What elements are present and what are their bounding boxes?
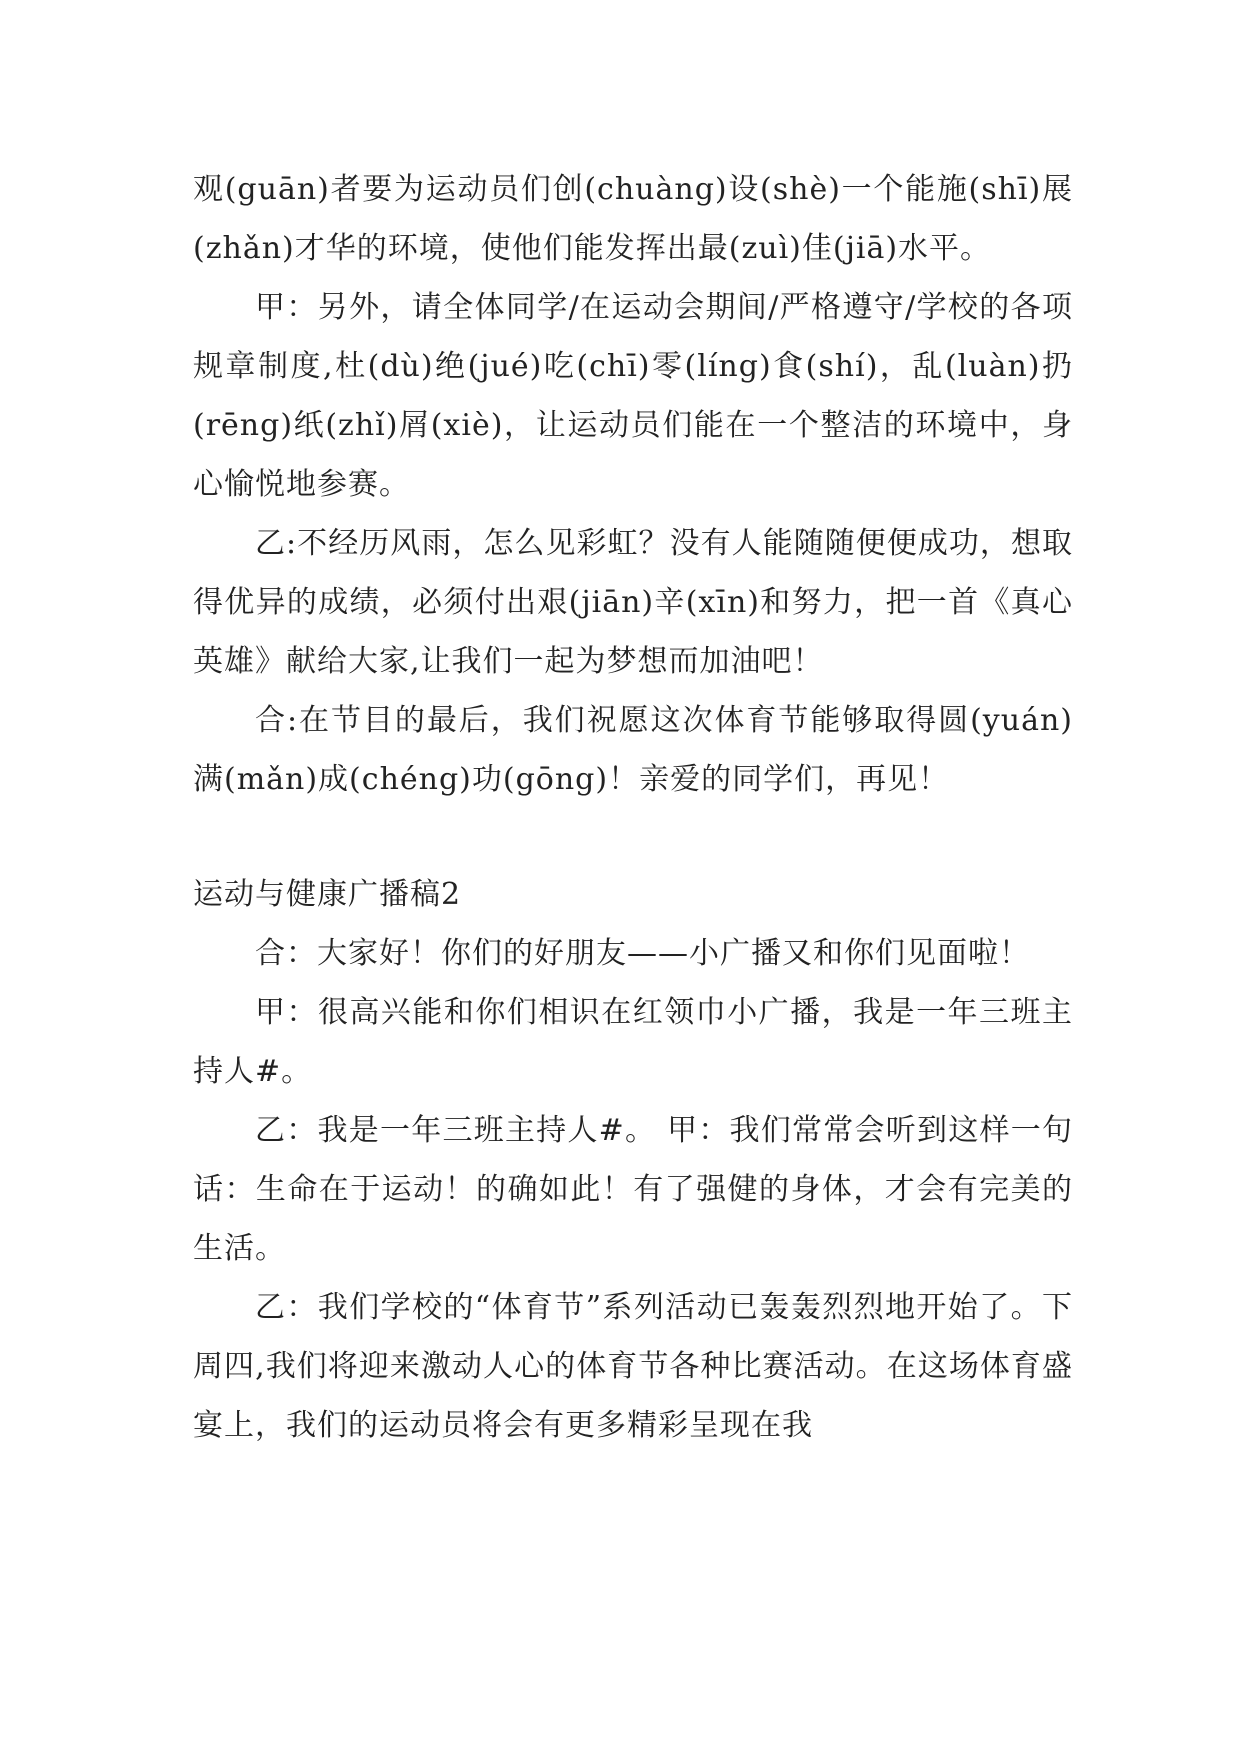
paragraph-continuation: 观(guān)者要为运动员们创(chuàng)设(shè)一个能施(shī)展(zhǎn)才华的环境，使他们能发挥出最(zuì)佳(jiā)水平。 [193, 172, 1073, 266]
section-title: 运动与健康广播稿2 [193, 877, 462, 912]
paragraph-jia-rules: 甲：另外，请全体同学/在运动会期间/严格遵守/学校的各项规章制度,杜(dù)绝(jué)吃(chī)零(líng)食(shí)，乱(luàn)扔(rēng)纸(zhǐ)屑(xiè)，让运动员们能在一个整洁的环境中，身心愉悦地参赛。 [193, 290, 1073, 502]
paragraph-he-closing: 合:在节目的最后，我们祝愿这次体育节能够取得圆(yuán)满(mǎn)成(chéng)功(gōng)！亲爱的同学们，再见！ [193, 703, 1073, 797]
paragraph-yi-sports-festival: 乙：我们学校的“体育节”系列活动已轰轰烈烈地开始了。下周四,我们将迎来激动人心的体育节各种比赛活动。在这场体育盛宴上，我们的运动员将会有更多精彩呈现在我 [193, 1290, 1073, 1443]
section-spacer [193, 809, 1073, 865]
paragraph-yi-hero: 乙:不经历风雨，怎么见彩虹？没有人能随随便便成功，想取得优异的成绩，必须付出艰(jiān)辛(xīn)和努力，把一首《真心英雄》献给大家,让我们一起为梦想而加油吧！ [193, 526, 1073, 679]
paragraph-jia-intro: 甲：很高兴能和你们相识在红领巾小广播，我是一年三班主持人#。 [193, 995, 1073, 1089]
paragraph-he-greeting: 合：大家好！你们的好朋友——小广播又和你们见面啦！ [255, 936, 1030, 971]
paragraph-yi-intro: 乙：我是一年三班主持人#。 甲：我们常常会听到这样一句话：生命在于运动！的确如此！有了强健的身体，才会有完美的生活。 [193, 1113, 1073, 1266]
document-body [193, 160, 1073, 1455]
